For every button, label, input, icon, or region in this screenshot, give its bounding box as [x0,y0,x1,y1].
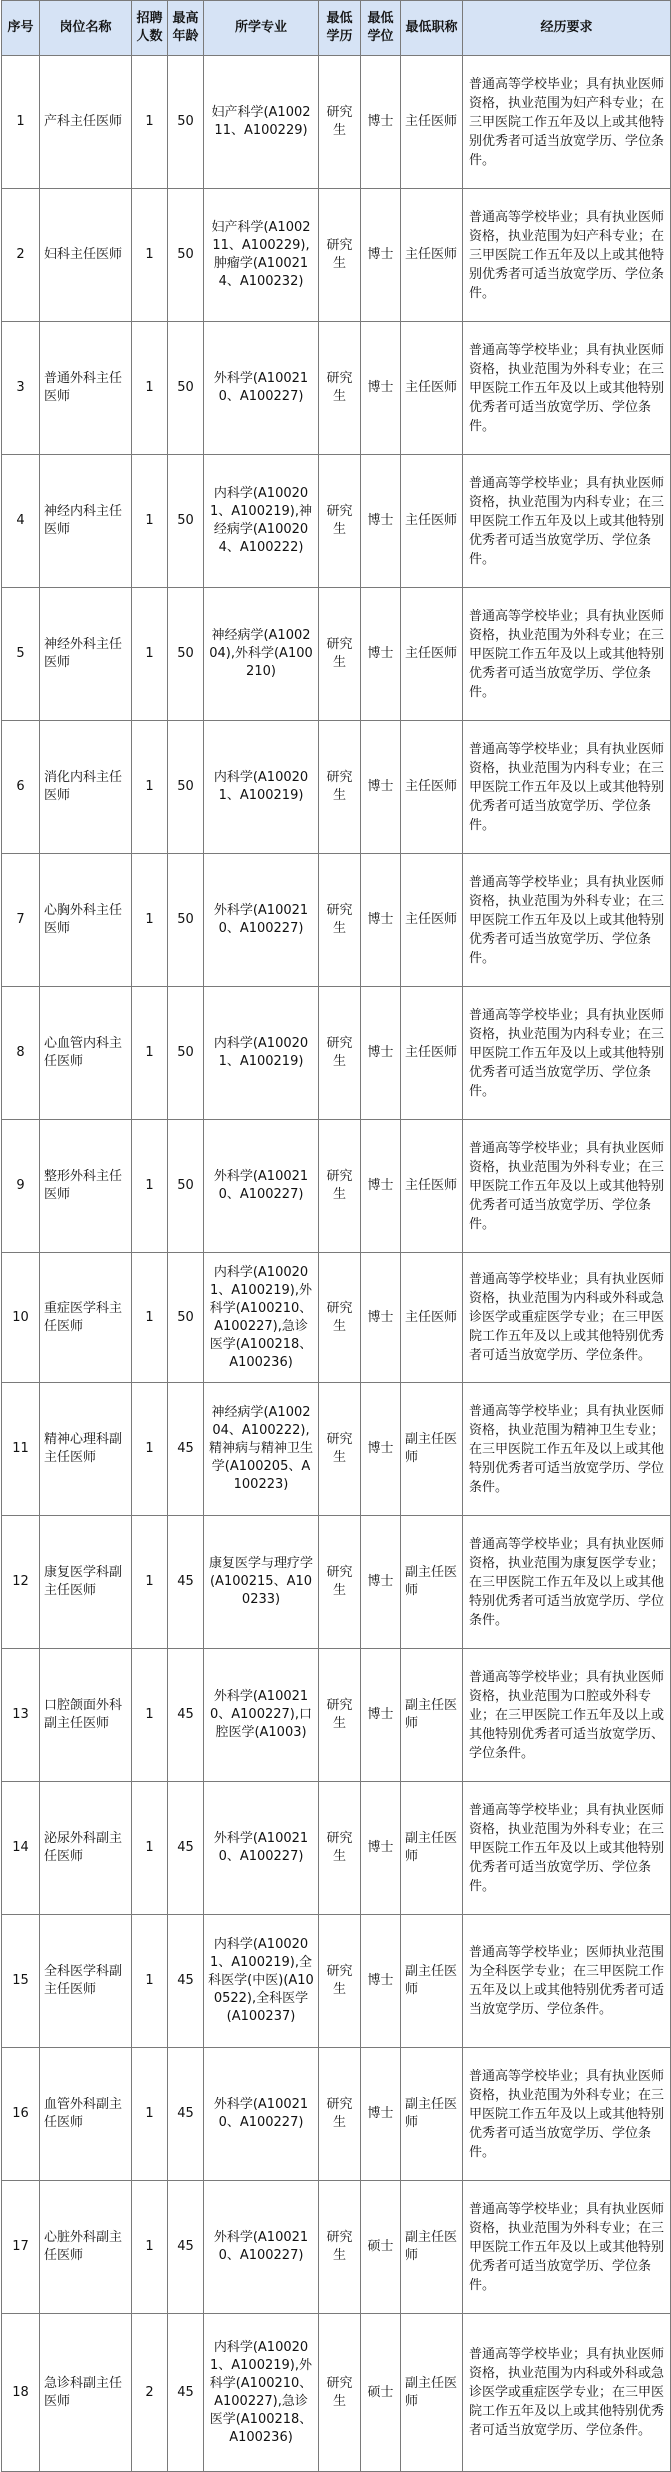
cell-min-education: 研究生 [319,455,361,588]
cell-position-name: 全科医学科副主任医师 [40,1915,132,2048]
cell-major: 外科学(A100210、A100227) [204,2181,319,2314]
cell-row-no: 6 [2,721,40,854]
cell-row-no: 13 [2,1649,40,1782]
cell-min-education: 研究生 [319,1516,361,1649]
cell-row-no: 4 [2,455,40,588]
cell-row-no: 8 [2,987,40,1120]
cell-min-title: 主任医师 [401,455,463,588]
header-count: 招聘人数 [132,1,168,56]
cell-min-degree: 博士 [361,1253,401,1383]
cell-min-degree: 博士 [361,1120,401,1253]
cell-requirements: 普通高等学校毕业；具有执业医师资格，执业范围为外科专业；在三甲医院工作五年及以上或其他特别优秀者可适当放宽学历、学位条件。 [463,1782,671,1915]
cell-min-degree: 博士 [361,455,401,588]
cell-hire-count: 1 [132,854,168,987]
table-row [2,854,671,987]
cell-position-name: 心脏外科副主任医师 [40,2181,132,2314]
cell-requirements: 普通高等学校毕业；具有执业医师资格，执业范围为外科专业；在三甲医院工作五年及以上或其他特别优秀者可适当放宽学历、学位条件。 [463,1120,671,1253]
table-row [2,2314,671,2472]
cell-min-title: 主任医师 [401,322,463,455]
cell-min-degree: 博士 [361,987,401,1120]
cell-min-title: 主任医师 [401,854,463,987]
cell-major: 神经病学(A100204),外科学(A100210) [204,588,319,721]
cell-position-name: 口腔颌面外科副主任医师 [40,1649,132,1782]
table-header-row [2,1,671,56]
cell-hire-count: 1 [132,1915,168,2048]
cell-min-degree: 博士 [361,1782,401,1915]
cell-max-age: 50 [168,1120,204,1253]
cell-row-no: 10 [2,1253,40,1383]
cell-min-education: 研究生 [319,1915,361,2048]
cell-requirements: 普通高等学校毕业；具有执业医师资格，执业范围为精神卫生专业；在三甲医院工作五年及以上或其他特别优秀者可适当放宽学历、学位条件。 [463,1383,671,1516]
table-row [2,721,671,854]
table-row [2,2181,671,2314]
recruitment-table [1,0,671,2472]
cell-requirements: 普通高等学校毕业；具有执业医师资格，执业范围为妇产科专业；在三甲医院工作五年及以上或其他特别优秀者可适当放宽学历、学位条件。 [463,189,671,322]
cell-requirements: 普通高等学校毕业；具有执业医师资格，执业范围为内科或外科或急诊医学或重症医学专业；在三甲医院工作五年及以上或其他特别优秀者可适当放宽学历、学位条件。 [463,1253,671,1383]
cell-hire-count: 1 [132,588,168,721]
cell-min-education: 研究生 [319,588,361,721]
cell-major: 内科学(A100201、A100219),外科学(A100210、A100227),急诊医学(A100218、A100236) [204,1253,319,1383]
cell-hire-count: 1 [132,2181,168,2314]
cell-min-degree: 博士 [361,1649,401,1782]
cell-max-age: 50 [168,1253,204,1383]
header-age: 最高年龄 [168,1,204,56]
cell-min-title: 主任医师 [401,987,463,1120]
cell-min-title: 副主任医师 [401,1915,463,2048]
cell-min-education: 研究生 [319,1782,361,1915]
cell-position-name: 急诊科副主任医师 [40,2314,132,2472]
cell-row-no: 2 [2,189,40,322]
cell-major: 内科学(A100201、A100219),全科医学(中医)(A100522),全科医学(A100237) [204,1915,319,2048]
cell-min-education: 研究生 [319,2181,361,2314]
cell-major: 外科学(A100210、A100227) [204,854,319,987]
cell-position-name: 消化内科主任医师 [40,721,132,854]
cell-min-title: 主任医师 [401,189,463,322]
cell-major: 康复医学与理疗学(A100215、A100233) [204,1516,319,1649]
cell-requirements: 普通高等学校毕业；具有执业医师资格，执业范围为口腔或外科专业；在三甲医院工作五年及以上或其他特别优秀者可适当放宽学历、学位条件。 [463,1649,671,1782]
cell-max-age: 50 [168,455,204,588]
cell-row-no: 17 [2,2181,40,2314]
cell-min-education: 研究生 [319,2048,361,2181]
cell-row-no: 15 [2,1915,40,2048]
cell-hire-count: 1 [132,2048,168,2181]
cell-major: 外科学(A100210、A100227) [204,2048,319,2181]
cell-min-education: 研究生 [319,2314,361,2472]
cell-requirements: 普通高等学校毕业；具有执业医师资格，执业范围为外科专业；在三甲医院工作五年及以上或其他特别优秀者可适当放宽学历、学位条件。 [463,854,671,987]
cell-max-age: 50 [168,588,204,721]
cell-max-age: 45 [168,2048,204,2181]
cell-row-no: 9 [2,1120,40,1253]
cell-requirements: 普通高等学校毕业；具有执业医师资格，执业范围为内科专业；在三甲医院工作五年及以上或其他特别优秀者可适当放宽学历、学位条件。 [463,455,671,588]
cell-position-name: 康复医学科副主任医师 [40,1516,132,1649]
cell-min-title: 主任医师 [401,588,463,721]
cell-min-education: 研究生 [319,1383,361,1516]
header-degree: 最低学位 [361,1,401,56]
cell-min-education: 研究生 [319,322,361,455]
cell-min-title: 副主任医师 [401,2314,463,2472]
cell-major: 内科学(A100201、A100219),神经病学(A100204、A100222) [204,455,319,588]
cell-hire-count: 2 [132,2314,168,2472]
cell-major: 外科学(A100210、A100227) [204,322,319,455]
cell-requirements: 普通高等学校毕业；具有执业医师资格，执业范围为康复医学专业；在三甲医院工作五年及以上或其他特别优秀者可适当放宽学历、学位条件。 [463,1516,671,1649]
cell-min-education: 研究生 [319,1649,361,1782]
table-row [2,1782,671,1915]
cell-max-age: 45 [168,1649,204,1782]
cell-row-no: 11 [2,1383,40,1516]
cell-major: 妇产科学(A100211、A100229),肿瘤学(A100214、A100232) [204,189,319,322]
cell-hire-count: 1 [132,189,168,322]
cell-min-title: 主任医师 [401,1253,463,1383]
cell-requirements: 普通高等学校毕业；具有执业医师资格，执业范围为外科专业；在三甲医院工作五年及以上或其他特别优秀者可适当放宽学历、学位条件。 [463,2181,671,2314]
header-requirements: 经历要求 [463,1,671,56]
cell-position-name: 整形外科主任医师 [40,1120,132,1253]
header-title: 最低职称 [401,1,463,56]
cell-hire-count: 1 [132,1649,168,1782]
cell-min-education: 研究生 [319,721,361,854]
table-row [2,1253,671,1383]
cell-max-age: 45 [168,1915,204,2048]
table-row [2,322,671,455]
cell-min-degree: 博士 [361,322,401,455]
cell-hire-count: 1 [132,1782,168,1915]
cell-requirements: 普通高等学校毕业；具有执业医师资格，执业范围为内科专业；在三甲医院工作五年及以上或其他特别优秀者可适当放宽学历、学位条件。 [463,987,671,1120]
cell-min-degree: 硕士 [361,2181,401,2314]
table-row [2,987,671,1120]
cell-hire-count: 1 [132,1516,168,1649]
cell-max-age: 50 [168,854,204,987]
cell-hire-count: 1 [132,322,168,455]
cell-min-title: 副主任医师 [401,2048,463,2181]
table-row [2,189,671,322]
cell-min-title: 副主任医师 [401,1782,463,1915]
cell-max-age: 50 [168,987,204,1120]
cell-position-name: 精神心理科副主任医师 [40,1383,132,1516]
cell-min-title: 副主任医师 [401,2181,463,2314]
cell-min-education: 研究生 [319,1253,361,1383]
cell-position-name: 泌尿外科副主任医师 [40,1782,132,1915]
table-body [2,56,671,2472]
cell-min-degree: 硕士 [361,2314,401,2472]
cell-hire-count: 1 [132,1253,168,1383]
table-row [2,56,671,189]
cell-min-degree: 博士 [361,1383,401,1516]
cell-min-degree: 博士 [361,721,401,854]
table-row [2,1120,671,1253]
cell-row-no: 1 [2,56,40,189]
cell-major: 内科学(A100201、A100219) [204,987,319,1120]
table-row [2,1649,671,1782]
cell-max-age: 50 [168,721,204,854]
cell-max-age: 45 [168,2314,204,2472]
cell-hire-count: 1 [132,1120,168,1253]
cell-hire-count: 1 [132,987,168,1120]
cell-min-education: 研究生 [319,987,361,1120]
cell-position-name: 妇科主任医师 [40,189,132,322]
cell-requirements: 普通高等学校毕业；具有执业医师资格，执业范围为内科或外科或急诊医学或重症医学专业；在三甲医院工作五年及以上或其他特别优秀者可适当放宽学历、学位条件。 [463,2314,671,2472]
cell-major: 外科学(A100210、A100227) [204,1782,319,1915]
cell-row-no: 7 [2,854,40,987]
cell-min-degree: 博士 [361,56,401,189]
table-row [2,1516,671,1649]
cell-max-age: 50 [168,189,204,322]
header-major: 所学专业 [204,1,319,56]
cell-major: 妇产科学(A100211、A100229) [204,56,319,189]
cell-row-no: 16 [2,2048,40,2181]
cell-hire-count: 1 [132,56,168,189]
cell-position-name: 血管外科副主任医师 [40,2048,132,2181]
cell-max-age: 45 [168,1516,204,1649]
cell-major: 内科学(A100201、A100219) [204,721,319,854]
cell-position-name: 神经外科主任医师 [40,588,132,721]
cell-requirements: 普通高等学校毕业；具有执业医师资格，执业范围为内科专业；在三甲医院工作五年及以上或其他特别优秀者可适当放宽学历、学位条件。 [463,721,671,854]
cell-requirements: 普通高等学校毕业；具有执业医师资格，执业范围为外科专业；在三甲医院工作五年及以上或其他特别优秀者可适当放宽学历、学位条件。 [463,322,671,455]
cell-row-no: 14 [2,1782,40,1915]
cell-min-title: 副主任医师 [401,1516,463,1649]
table-row [2,1915,671,2048]
cell-min-degree: 博士 [361,2048,401,2181]
cell-requirements: 普通高等学校毕业；具有执业医师资格，执业范围为外科专业；在三甲医院工作五年及以上或其他特别优秀者可适当放宽学历、学位条件。 [463,2048,671,2181]
cell-row-no: 5 [2,588,40,721]
cell-max-age: 50 [168,322,204,455]
cell-position-name: 重症医学科主任医师 [40,1253,132,1383]
cell-row-no: 18 [2,2314,40,2472]
cell-requirements: 普通高等学校毕业；具有执业医师资格，执业范围为妇产科专业；在三甲医院工作五年及以上或其他特别优秀者可适当放宽学历、学位条件。 [463,56,671,189]
cell-position-name: 心血管内科主任医师 [40,987,132,1120]
cell-major: 外科学(A100210、A100227) [204,1120,319,1253]
cell-requirements: 普通高等学校毕业；具有执业医师资格，执业范围为外科专业；在三甲医院工作五年及以上或其他特别优秀者可适当放宽学历、学位条件。 [463,588,671,721]
cell-max-age: 45 [168,1782,204,1915]
cell-major: 外科学(A100210、A100227),口腔医学(A1003) [204,1649,319,1782]
cell-min-title: 主任医师 [401,56,463,189]
cell-max-age: 50 [168,56,204,189]
cell-min-title: 主任医师 [401,721,463,854]
cell-hire-count: 1 [132,721,168,854]
cell-position-name: 产科主任医师 [40,56,132,189]
cell-min-education: 研究生 [319,854,361,987]
cell-row-no: 12 [2,1516,40,1649]
cell-min-degree: 博士 [361,1516,401,1649]
cell-min-degree: 博士 [361,189,401,322]
cell-major: 神经病学(A100204、A100222),精神病与精神卫生学(A100205、A100223) [204,1383,319,1516]
header-no: 序号 [2,1,40,56]
cell-min-education: 研究生 [319,56,361,189]
header-education: 最低学历 [319,1,361,56]
cell-min-education: 研究生 [319,1120,361,1253]
table-row [2,455,671,588]
cell-max-age: 45 [168,2181,204,2314]
cell-min-education: 研究生 [319,189,361,322]
cell-major: 内科学(A100201、A100219),外科学(A100210、A100227),急诊医学(A100218、A100236) [204,2314,319,2472]
header-position: 岗位名称 [40,1,132,56]
cell-hire-count: 1 [132,1383,168,1516]
cell-min-title: 副主任医师 [401,1649,463,1782]
cell-min-title: 副主任医师 [401,1383,463,1516]
cell-max-age: 45 [168,1383,204,1516]
table-row [2,1383,671,1516]
cell-row-no: 3 [2,322,40,455]
cell-min-title: 主任医师 [401,1120,463,1253]
table-row [2,2048,671,2181]
cell-position-name: 普通外科主任医师 [40,322,132,455]
cell-position-name: 心胸外科主任医师 [40,854,132,987]
cell-hire-count: 1 [132,455,168,588]
cell-min-degree: 博士 [361,854,401,987]
table-row [2,588,671,721]
cell-requirements: 普通高等学校毕业；医师执业范围为全科医学专业；在三甲医院工作五年及以上或其他特别优秀者可适当放宽学历、学位条件。 [463,1915,671,2048]
cell-position-name: 神经内科主任医师 [40,455,132,588]
cell-min-degree: 博士 [361,1915,401,2048]
cell-min-degree: 博士 [361,588,401,721]
